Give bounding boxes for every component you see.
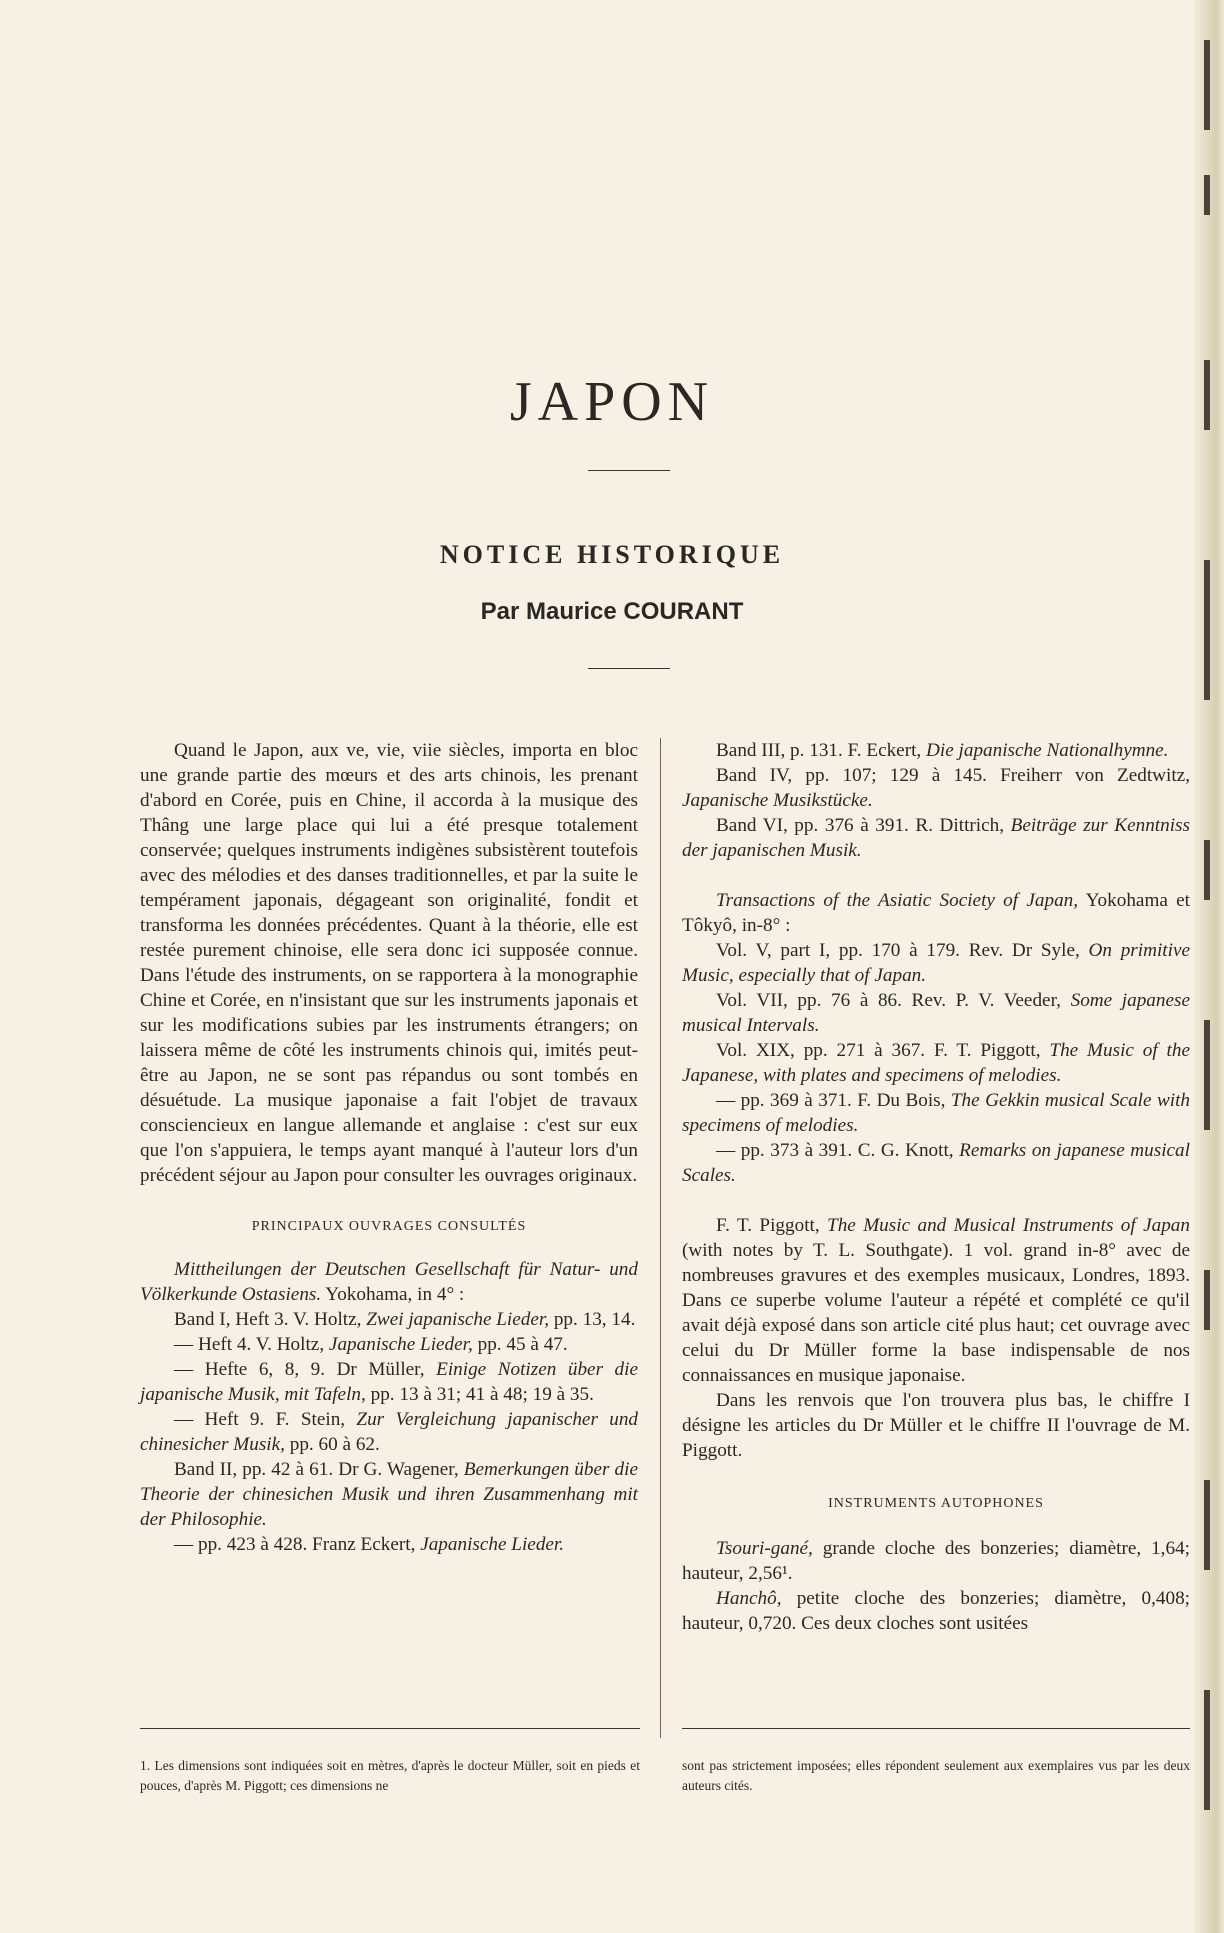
- bib-entry: — Heft 4. V. Holtz, Japanische Lieder, pp. 45 à 47.: [174, 1334, 568, 1355]
- section-subtitle: NOTICE HISTORIQUE: [439, 540, 785, 569]
- bib-entry: — pp. 423 à 428. Franz Eckert, Japanische Lieder.: [174, 1534, 565, 1555]
- column-divider: [660, 738, 661, 1738]
- bib-entry: Vol. V, part I, pp. 170 à 179. Rev. Dr Syle, On primitive Music, especially that of Japan.: [682, 940, 1190, 986]
- footnote-right: sont pas strictement imposées; elles répondent seulement aux exemplaires vus par les deux auteurs cités.: [682, 1757, 1190, 1793]
- page-binding-edge: [1194, 0, 1224, 1933]
- instruments-heading: INSTRUMENTS AUTOPHONES: [828, 1496, 1044, 1511]
- left-column: [140, 738, 638, 1557]
- bib-entry: Band III, p. 131. F. Eckert, Die japanische Nationalhymne.: [716, 740, 1169, 761]
- title-rule: [588, 470, 670, 471]
- footnote-left: 1. Les dimensions sont indiquées soit en mètres, d'après le docteur Müller, soit en pieds et pouces, d'après M. Piggott; ces dimensions ne: [140, 1757, 640, 1793]
- author-line: Par Maurice COURANT: [480, 598, 744, 625]
- bib-entry: Band IV, pp. 107; 129 à 145. Freiherr von Zedtwitz, Japanische Musikstücke.: [682, 765, 1190, 811]
- bib-entry-mittheilungen: Mittheilungen der Deutschen Gesellschaft für Natur- und Völkerkunde Ostasiens. Yokohama, in 4° :: [140, 1259, 638, 1305]
- bib-entry: Band VI, pp. 376 à 391. R. Dittrich, Beiträge zur Kenntniss der japanischen Musik.: [682, 815, 1190, 861]
- bib-entry: — Heft 9. F. Stein, Zur Vergleichung japanischer und chinesicher Musik, pp. 60 à 62.: [140, 1409, 639, 1455]
- bib-entry: — pp. 373 à 391. C. G. Knott, Remarks on japanese musical Scales.: [682, 1140, 1190, 1186]
- footnote-rule-right: [682, 1728, 1190, 1729]
- bib-entry: — pp. 369 à 371. F. Du Bois, The Gekkin musical Scale with specimens of melodies.: [682, 1090, 1191, 1136]
- intro-paragraph: Quand le Japon, aux ve, vie, viie siècles, importa en bloc une grande partie des mœurs et des arts chinois, les prenant d'abord en Corée, puis en Chine, il accorda à la musique des Thâng une large place qui lui a été presque totalement conservée; quelques instruments indigènes subsistèrent toutefois avec des mélodies et des danses traditionnelles, et par la suite le tempérament japonais, dégageant son originalité, fondit et transforma les données précédentes. Quant à la théorie, elle est restée purement chinoise, elle sera donc ici supposée connue. Dans l'étude des instruments, on se rapportera à la monographie Chine et Corée, en n'insistant que sur les instruments japonais et sur les modifications subies par les instruments étrangers; on laissera même de côté les instruments chinois qui, imités peut-être au Japon, ne se sont pas répandus ou sont tombés en désuétude. La musique japonaise a fait l'objet de travaux consciencieux en langue allemande et anglaise : c'est sur eux que l'on s'appuiera, le temps ayant manqué à l'auteur lors d'un précédent séjour au Japon pour consulter les ouvrages originaux.: [140, 740, 638, 1186]
- bib-entry-transactions: Transactions of the Asiatic Society of Japan, Yokohama et Tôkyô, in-8° :: [682, 890, 1190, 936]
- piggott-paragraph: F. T. Piggott, The Music and Musical Instruments of Japan (with notes by T. L. Southgate). 1 vol. grand in-8° avec de nombreuses gravures et des exemples musicaux, Londres, 1893. Dans ce superbe volume l'auteur a répété et complété ce qu'il avait déjà exposé dans son article cité plus haut; cet ouvrage avec celui du Dr Müller forme la base indispensable de nos connaissances en musique japonaise.: [682, 1215, 1190, 1386]
- right-column: [682, 738, 1190, 1636]
- instrument-entry-tsouri-gane: Tsouri-gané, grande cloche des bonzeries; diamètre, 1,64; hauteur, 2,56¹.: [682, 1538, 1190, 1584]
- bib-entry: Band I, Heft 3. V. Holtz, Zwei japanische Lieder, pp. 13, 14.: [174, 1309, 636, 1330]
- renvois-paragraph: Dans les renvois que l'on trouvera plus bas, le chiffre I désigne les articles du Dr Müller et le chiffre II l'ouvrage de M. Piggott.: [682, 1390, 1190, 1461]
- bib-entry: — Hefte 6, 8, 9. Dr Müller, Einige Notizen über die japanische Musik, mit Tafeln, pp. 13 à 31; 41 à 48; 19 à 35.: [140, 1359, 638, 1405]
- author-rule: [588, 668, 670, 669]
- bib-entry: Vol. XIX, pp. 271 à 367. F. T. Piggott, The Music of the Japanese, with plates and specimens of melodies.: [682, 1040, 1191, 1086]
- bib-entry: Vol. VII, pp. 76 à 86. Rev. P. V. Veeder, Some japanese musical Intervals.: [682, 990, 1190, 1036]
- page-title: JAPON: [509, 371, 715, 433]
- bib-entry: Band II, pp. 42 à 61. Dr G. Wagener, Bemerkungen über die Theorie der chinesichen Musik und ihren Zusammenhang mit der Philosophie.: [140, 1459, 638, 1530]
- works-heading: PRINCIPAUX OUVRAGES CONSULTÉS: [251, 1219, 527, 1234]
- instrument-entry-hancho: Hanchô, petite cloche des bonzeries; diamètre, 0,408; hauteur, 0,720. Ces deux cloches sont usitées: [682, 1588, 1190, 1634]
- footnote-rule-left: [140, 1728, 640, 1729]
